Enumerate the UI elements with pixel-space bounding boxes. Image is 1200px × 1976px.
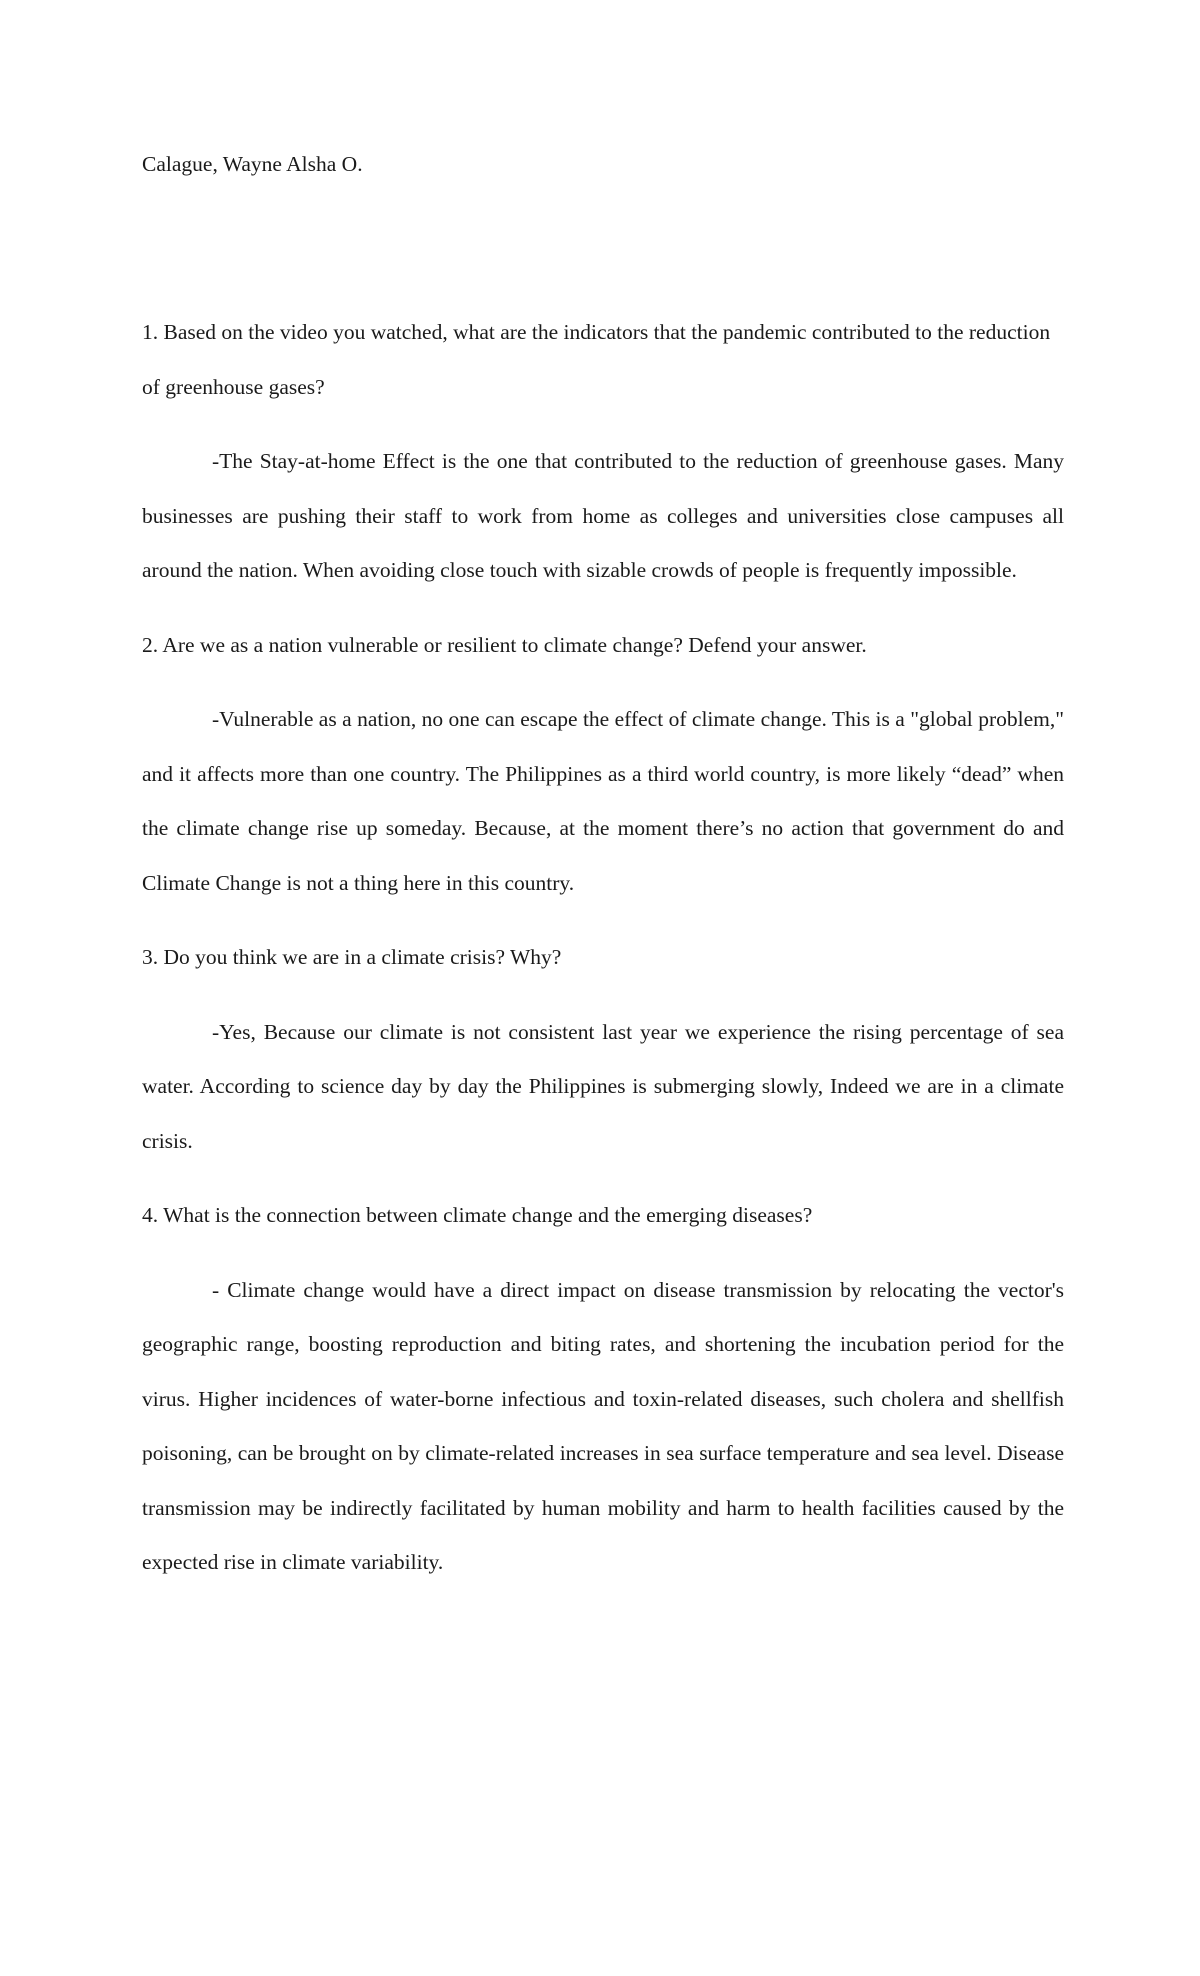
answer-4: - Climate change would have a direct impact on disease transmission by relocating the vector's geographic range, boosting reproduction and biting rates, and shortening the incubation period for the virus. Higher incidences of water-borne infectious and toxin-related diseases, such cholera and shellfish poisoning, can be brought on by climate-related increases in sea surface temperature and sea level. Disease transmission may be indirectly facilitated by human mobility and harm to health facilities caused by the expected rise in climate variability. [142, 1277, 1064, 1574]
answer-1: -The Stay-at-home Effect is the one that contributed to the reduction of greenhouse gases. Many businesses are pushing their staff to work from home as colleges and universities close campuses all around the nation. When avoiding close touch with sizable crowds of people is frequently impossible. [142, 449, 1064, 582]
qa-item-1 [142, 305, 1064, 598]
qa-item-2 [142, 618, 1064, 911]
qa-item-4 [142, 1188, 1064, 1590]
question-1: 1. Based on the video you watched, what are the indicators that the pandemic contributed to the reduction of greenhouse gases? [142, 320, 1051, 399]
question-3: 3. Do you think we are in a climate crisis? Why? [142, 945, 562, 969]
question-2: 2. Are we as a nation vulnerable or resilient to climate change? Defend your answer. [142, 632, 867, 657]
question-answer-list [142, 305, 1064, 1590]
qa-item-3 [142, 930, 1064, 1168]
question-4: 4. What is the connection between climate change and the emerging diseases? [142, 1203, 813, 1227]
document-body [142, 137, 1064, 1610]
answer-3: -Yes, Because our climate is not consistent last year we experience the rising percentage of sea water. According to science day by day the Philippines is submerging slowly, Indeed we are in a climate crisis. [142, 1019, 1064, 1153]
author-name: Calague, Wayne Alsha O. [142, 152, 363, 176]
answer-2: -Vulnerable as a nation, no one can escape the effect of climate change. This is a "global problem," and it affects more than one country. The Philippines as a third world country, is more likely “dead” when the climate change rise up someday. Because, at the moment there’s no action that government do and Climate Change is not a thing here in this country. [142, 707, 1064, 895]
